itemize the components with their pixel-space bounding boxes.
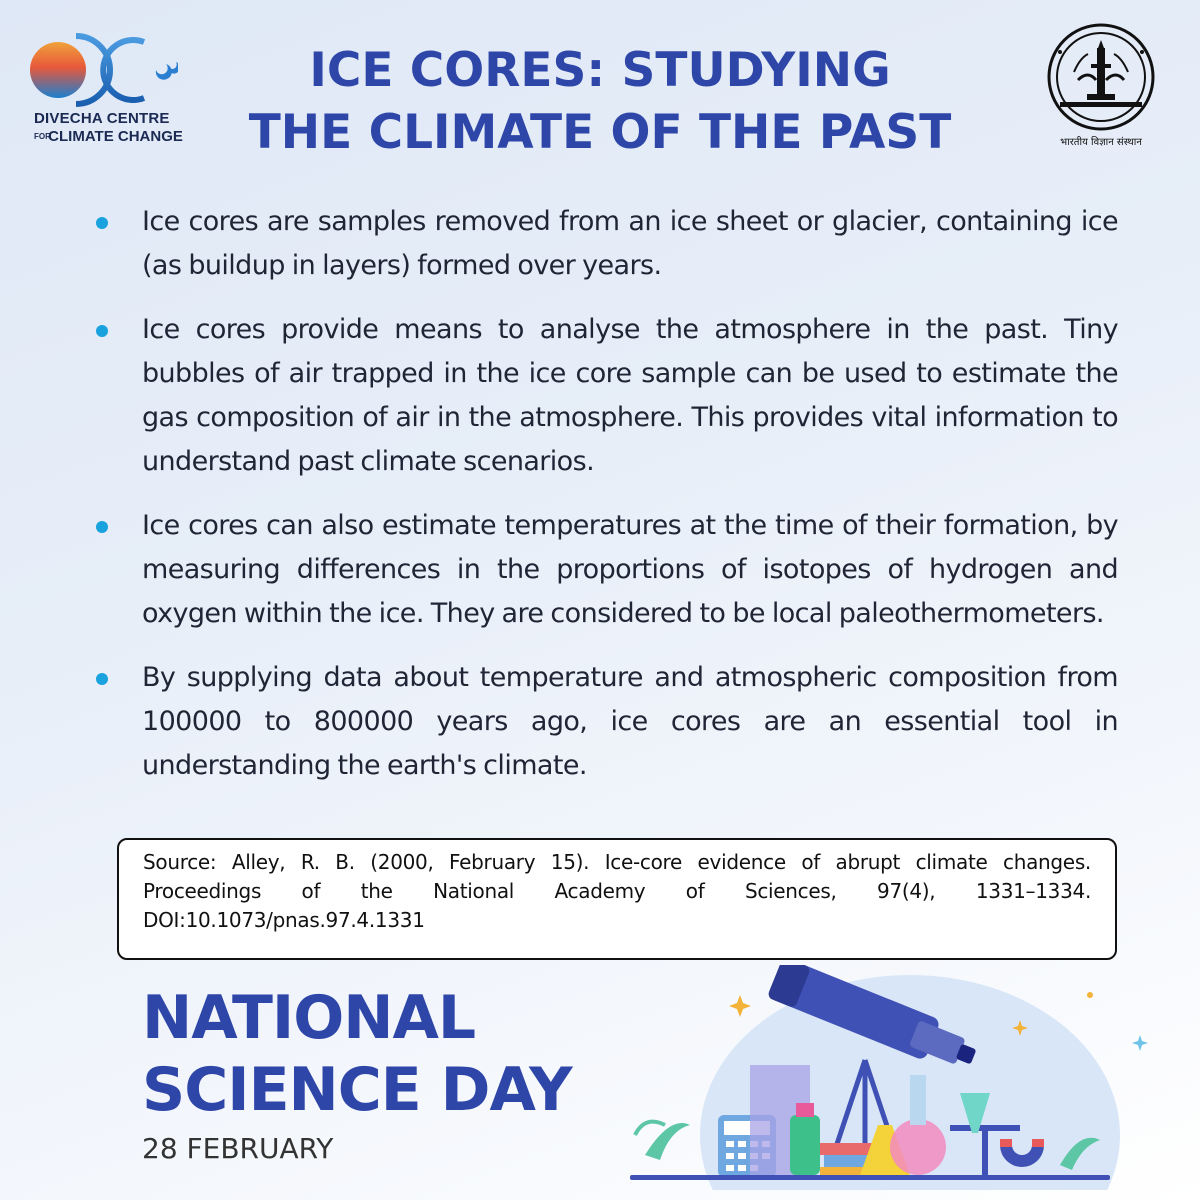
list-item xyxy=(96,504,1118,636)
bullet-text: By supplying data about temperature and atmospheric composition from 100000 to 800000 years ago, ice cores are an essential tool in understanding the earth's climate. xyxy=(142,662,1118,781)
logo-name-line2: CLIMATE CHANGE xyxy=(48,128,183,145)
bullet-dot-icon xyxy=(96,673,108,685)
list-item xyxy=(96,308,1118,484)
bullet-dot-icon xyxy=(96,521,108,533)
iisc-hindi-name: भारतीय विज्ञान संस्थान xyxy=(1060,137,1142,148)
divecha-centre-logo-icon xyxy=(28,26,178,110)
event-date: 28 FEBRUARY xyxy=(142,1132,334,1165)
bullet-dot-icon xyxy=(96,217,108,229)
logo-for-text: FOR xyxy=(34,132,51,142)
divecha-centre-logo xyxy=(28,26,183,156)
bullet-text: Ice cores can also estimate temperatures at the time of their formation, by measuring differences in the proportions of isotopes of hydrogen and oxygen within the ice. They are considered to be local paleothermometers. xyxy=(142,510,1118,629)
logo-name-line2-row xyxy=(34,128,183,145)
bullet-text: Ice cores are samples removed from an ice sheet or glacier, containing ice (as buildup in layers) formed over years. xyxy=(142,206,1118,281)
source-citation-text: Source: Alley, R. B. (2000, February 15). Ice-core evidence of abrupt climate changes. Proceedings of the National Academy of Sciences, 97(4), 1331–1334. DOI:10.1073/pnas.97.4.1331 xyxy=(143,850,1091,932)
title-line1: ICE CORES: STUDYING xyxy=(309,43,891,98)
source-citation-box xyxy=(117,838,1117,960)
event-title-line2: SCIENCE DAY xyxy=(142,1055,572,1125)
page-title xyxy=(230,40,970,164)
science-lab-telescope-illustration-icon xyxy=(620,965,1180,1190)
list-item xyxy=(96,656,1118,788)
iisc-seal-icon xyxy=(1040,22,1162,134)
event-title-line1: NATIONAL xyxy=(142,983,476,1053)
science-lab-illustration xyxy=(620,965,1180,1190)
event-title xyxy=(142,982,572,1126)
bullet-list xyxy=(96,200,1118,808)
title-line2: THE CLIMATE OF THE PAST xyxy=(248,105,952,160)
bullet-text: Ice cores provide means to analyse the atmosphere in the past. Tiny bubbles of air trapped in the ice core sample can be used to estimate the gas composition of air in the atmosphere. This provides vital information to understand past climate scenarios. xyxy=(142,314,1118,477)
bullet-dot-icon xyxy=(96,325,108,337)
logo-name-line1: DIVECHA CENTRE xyxy=(34,110,170,127)
iisc-logo xyxy=(1040,22,1162,154)
list-item xyxy=(96,200,1118,288)
